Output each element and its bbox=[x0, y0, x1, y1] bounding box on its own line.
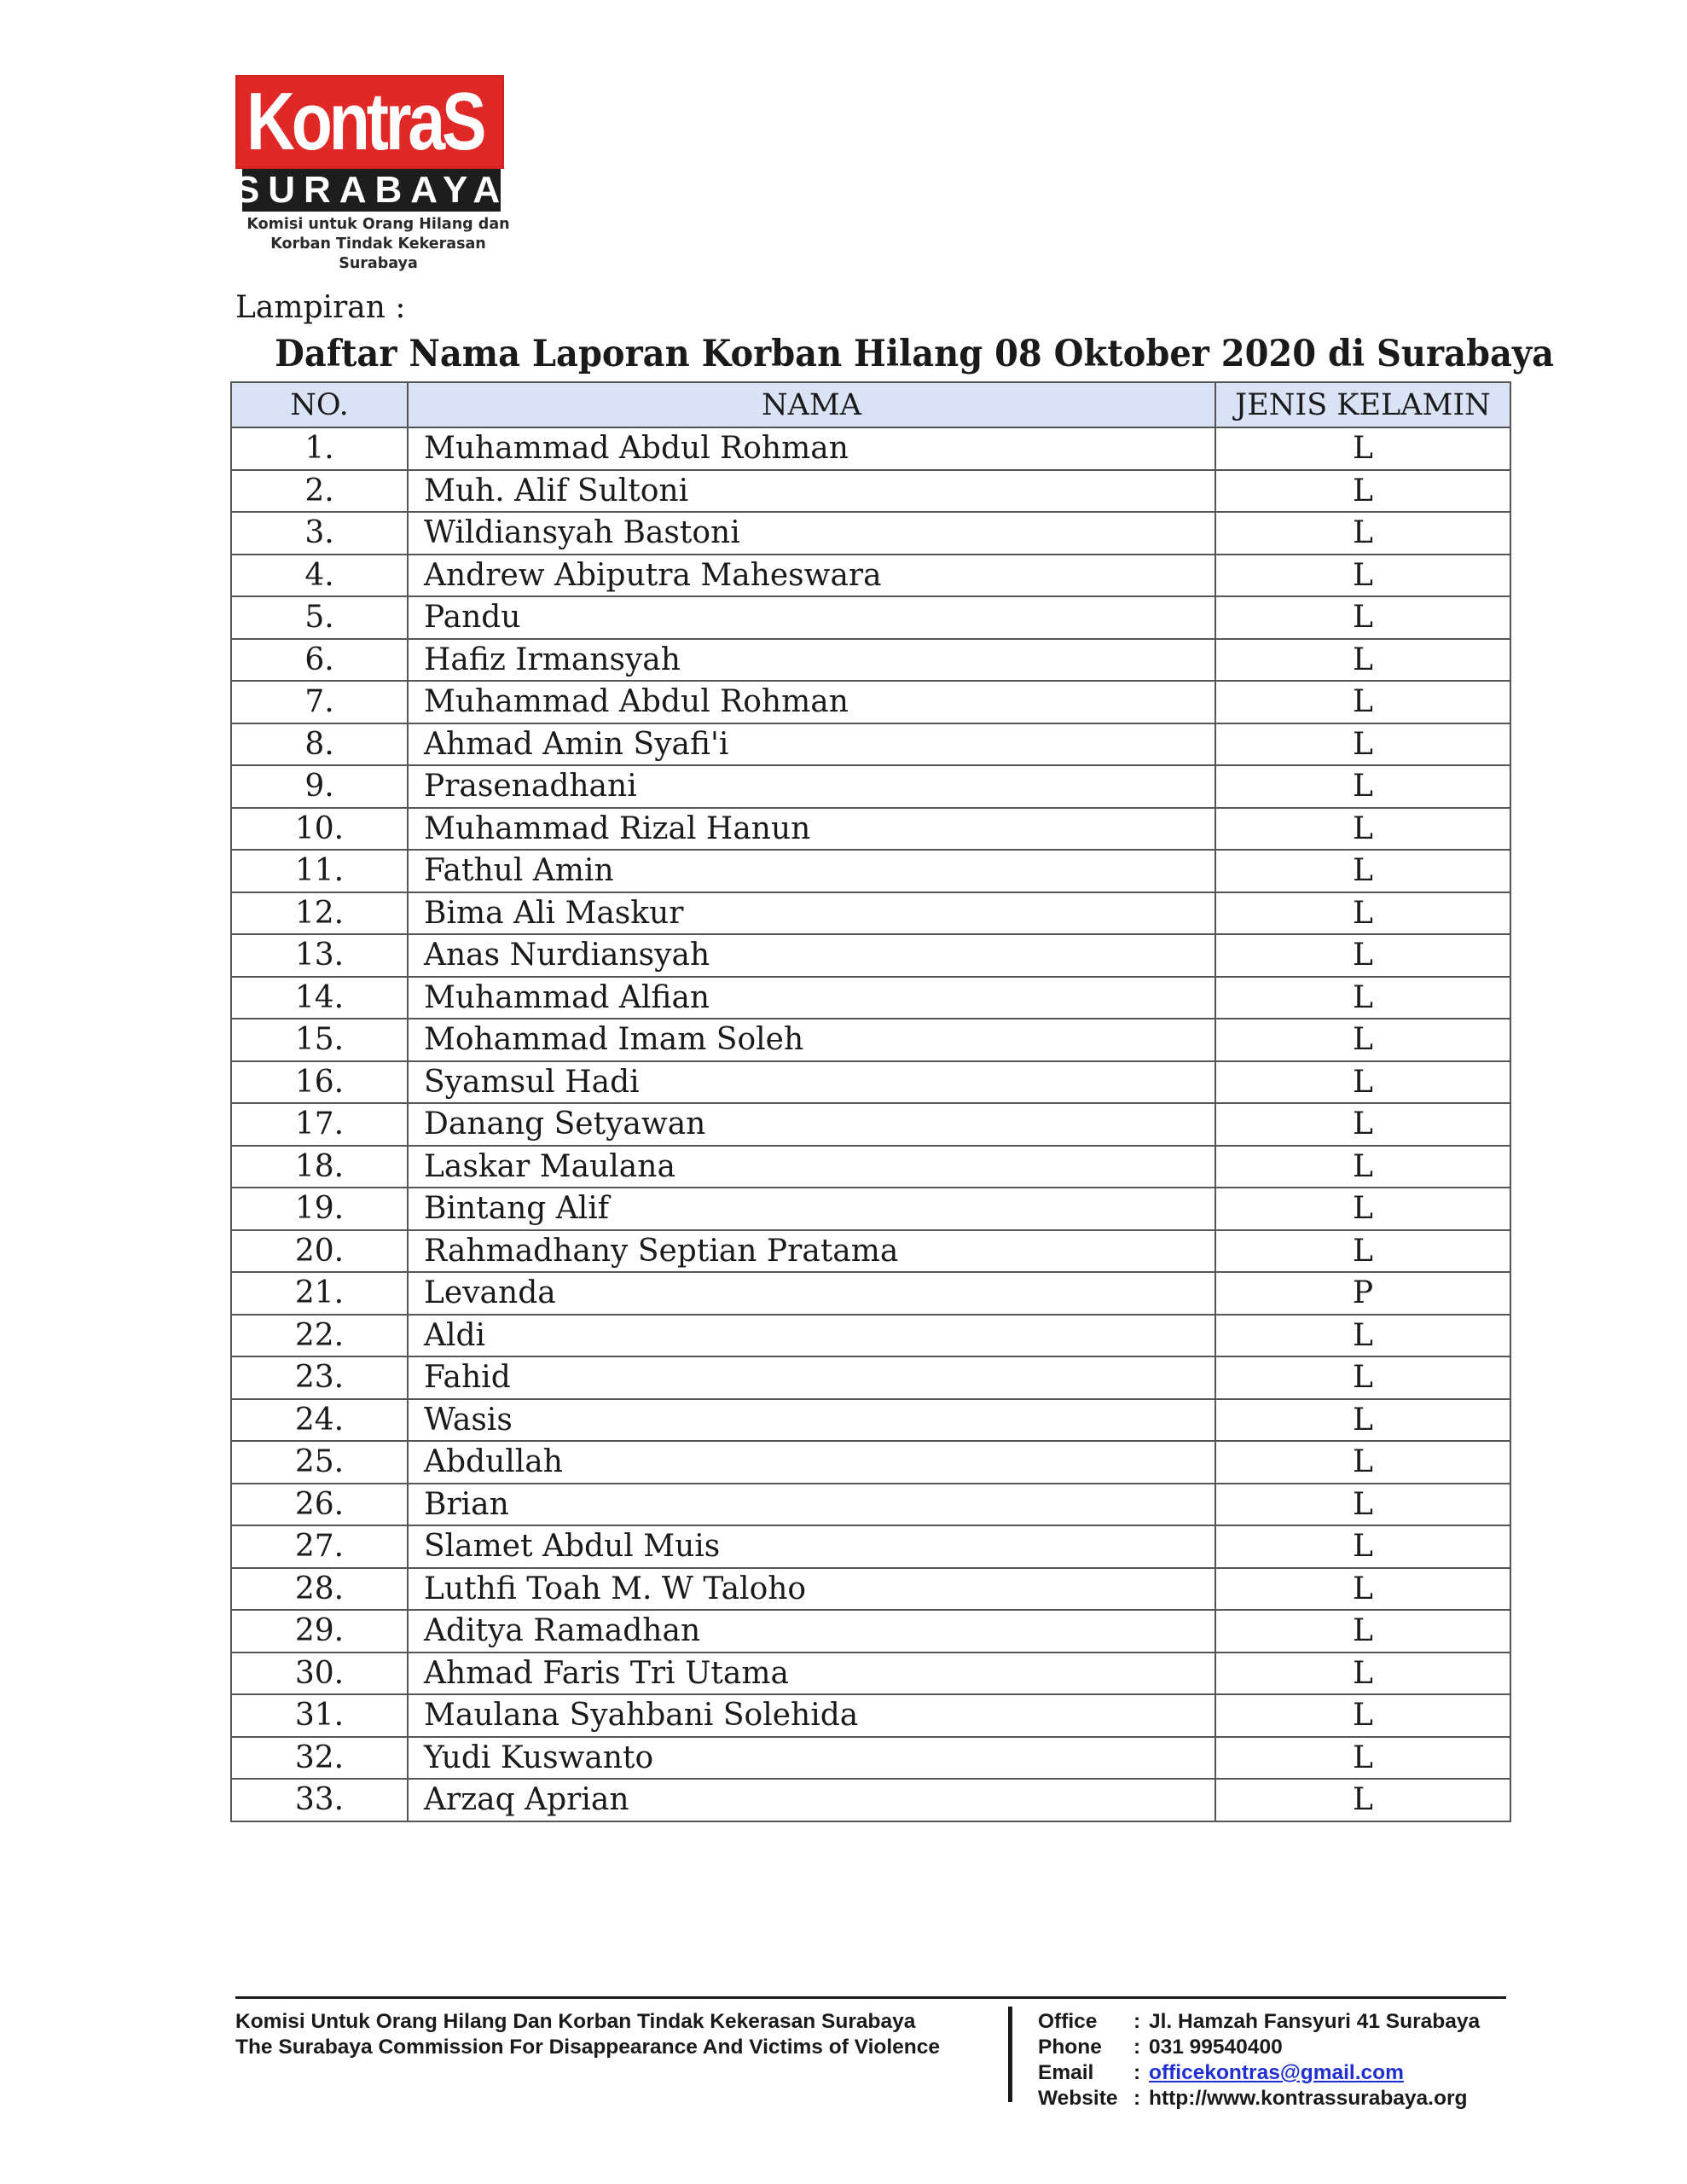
logo-brand-block bbox=[235, 75, 504, 169]
footer-contact-label: Office bbox=[1038, 2010, 1098, 2033]
cell-nama: Levanda bbox=[408, 1272, 1215, 1315]
footer-contact-separator: : bbox=[1133, 2087, 1141, 2110]
cell-nama: Hafiz Irmansyah bbox=[408, 639, 1215, 682]
cell-nama: Abdullah bbox=[408, 1441, 1215, 1484]
cell-jenis-kelamin: L bbox=[1215, 1610, 1510, 1653]
table-row bbox=[231, 596, 1510, 639]
table-row bbox=[231, 1399, 1510, 1442]
cell-jenis-kelamin: L bbox=[1215, 1441, 1510, 1484]
cell-no: 1. bbox=[231, 427, 408, 470]
header-jenis-kelamin: JENIS KELAMIN bbox=[1215, 382, 1510, 427]
table-row bbox=[231, 1694, 1510, 1737]
table-row bbox=[231, 512, 1510, 555]
cell-nama: Syamsul Hadi bbox=[408, 1061, 1215, 1104]
cell-nama: Prasenadhani bbox=[408, 765, 1215, 808]
footer-contact-row bbox=[1038, 2035, 1480, 2060]
cell-no: 30. bbox=[231, 1653, 408, 1695]
cell-no: 3. bbox=[231, 512, 408, 555]
cell-no: 25. bbox=[231, 1441, 408, 1484]
header-nama: NAMA bbox=[408, 382, 1215, 427]
cell-nama: Anas Nurdiansyah bbox=[408, 934, 1215, 977]
cell-jenis-kelamin: L bbox=[1215, 1061, 1510, 1104]
cell-nama: Fathul Amin bbox=[408, 850, 1215, 892]
cell-no: 21. bbox=[231, 1272, 408, 1315]
cell-no: 20. bbox=[231, 1230, 408, 1273]
table-row bbox=[231, 1272, 1510, 1315]
cell-nama: Yudi Kuswanto bbox=[408, 1737, 1215, 1780]
logo-tagline bbox=[231, 215, 525, 274]
cell-jenis-kelamin: L bbox=[1215, 1525, 1510, 1568]
cell-jenis-kelamin: L bbox=[1215, 1188, 1510, 1230]
table-row bbox=[231, 1568, 1510, 1611]
footer-contact-value: Jl. Hamzah Fansyuri 41 Surabaya bbox=[1149, 2010, 1481, 2033]
footer-contact-separator: : bbox=[1133, 2061, 1141, 2084]
footer-org-name-id: Komisi Untuk Orang Hilang Dan Korban Tindak Kekerasan Surabaya bbox=[235, 2010, 916, 2033]
cell-nama: Laskar Maulana bbox=[408, 1146, 1215, 1188]
cell-nama: Maulana Syahbani Solehida bbox=[408, 1694, 1215, 1737]
footer-contact-value: 031 99540400 bbox=[1149, 2036, 1283, 2059]
logo-city-text: SURABAYA bbox=[234, 169, 509, 211]
cell-no: 11. bbox=[231, 850, 408, 892]
table-row bbox=[231, 1315, 1510, 1357]
table-row bbox=[231, 1188, 1510, 1230]
cell-no: 22. bbox=[231, 1315, 408, 1357]
victims-table bbox=[230, 381, 1511, 1822]
cell-no: 33. bbox=[231, 1779, 408, 1821]
table-row bbox=[231, 1019, 1510, 1061]
table-row bbox=[231, 1061, 1510, 1104]
table-body bbox=[231, 427, 1510, 1821]
cell-nama: Muhammad Abdul Rohman bbox=[408, 427, 1215, 470]
cell-no: 13. bbox=[231, 934, 408, 977]
cell-nama: Aldi bbox=[408, 1315, 1215, 1357]
footer-contact-row bbox=[1038, 2009, 1480, 2035]
cell-nama: Bima Ali Maskur bbox=[408, 892, 1215, 935]
cell-jenis-kelamin: L bbox=[1215, 1737, 1510, 1780]
cell-no: 8. bbox=[231, 723, 408, 766]
cell-nama: Muhammad Abdul Rohman bbox=[408, 681, 1215, 723]
cell-nama: Luthfi Toah M. W Taloho bbox=[408, 1568, 1215, 1611]
cell-no: 26. bbox=[231, 1484, 408, 1526]
cell-no: 7. bbox=[231, 681, 408, 723]
table-row bbox=[231, 427, 1510, 470]
footer-rule bbox=[235, 1996, 1506, 1999]
footer-contact-label: Email bbox=[1038, 2061, 1094, 2084]
footer-email-link[interactable]: officekontras@gmail.com bbox=[1149, 2061, 1404, 2084]
cell-jenis-kelamin: L bbox=[1215, 512, 1510, 555]
footer-org-name-en: The Surabaya Commission For Disappearance And Victims of Violence bbox=[235, 2036, 940, 2059]
cell-nama: Ahmad Amin Syafi'i bbox=[408, 723, 1215, 766]
cell-no: 6. bbox=[231, 639, 408, 682]
table-row bbox=[231, 723, 1510, 766]
cell-no: 15. bbox=[231, 1019, 408, 1061]
table-row bbox=[231, 1146, 1510, 1188]
cell-jenis-kelamin: L bbox=[1215, 808, 1510, 851]
table-row bbox=[231, 1356, 1510, 1399]
table-row bbox=[231, 1779, 1510, 1821]
cell-jenis-kelamin: L bbox=[1215, 1019, 1510, 1061]
cell-jenis-kelamin: L bbox=[1215, 1484, 1510, 1526]
table-row bbox=[231, 1610, 1510, 1653]
table-row bbox=[231, 1441, 1510, 1484]
logo-tagline-line2: Korban Tindak Kekerasan Surabaya bbox=[270, 235, 486, 272]
cell-no: 4. bbox=[231, 555, 408, 597]
cell-jenis-kelamin: L bbox=[1215, 555, 1510, 597]
cell-no: 9. bbox=[231, 765, 408, 808]
cell-jenis-kelamin: L bbox=[1215, 892, 1510, 935]
footer-contact-label: Phone bbox=[1038, 2036, 1102, 2059]
cell-jenis-kelamin: L bbox=[1215, 1356, 1510, 1399]
cell-nama: Aditya Ramadhan bbox=[408, 1610, 1215, 1653]
footer-divider bbox=[1008, 2007, 1012, 2102]
cell-no: 16. bbox=[231, 1061, 408, 1104]
cell-nama: Arzaq Aprian bbox=[408, 1779, 1215, 1821]
table-row bbox=[231, 1230, 1510, 1273]
cell-no: 18. bbox=[231, 1146, 408, 1188]
cell-jenis-kelamin: L bbox=[1215, 596, 1510, 639]
cell-jenis-kelamin: L bbox=[1215, 427, 1510, 470]
cell-no: 29. bbox=[231, 1610, 408, 1653]
table-row bbox=[231, 892, 1510, 935]
cell-nama: Wildiansyah Bastoni bbox=[408, 512, 1215, 555]
cell-nama: Andrew Abiputra Maheswara bbox=[408, 555, 1215, 597]
table-row bbox=[231, 555, 1510, 597]
table-row bbox=[231, 639, 1510, 682]
footer-contact-row bbox=[1038, 2060, 1480, 2086]
logo-brand-text: KontraS bbox=[246, 76, 484, 167]
cell-jenis-kelamin: L bbox=[1215, 1694, 1510, 1737]
victims-table-container bbox=[230, 381, 1510, 1822]
cell-jenis-kelamin: L bbox=[1215, 1146, 1510, 1188]
cell-jenis-kelamin: L bbox=[1215, 1779, 1510, 1821]
kontras-logo bbox=[234, 75, 510, 274]
cell-no: 19. bbox=[231, 1188, 408, 1230]
cell-jenis-kelamin: L bbox=[1215, 1103, 1510, 1146]
cell-jenis-kelamin: L bbox=[1215, 1230, 1510, 1273]
cell-nama: Muh. Alif Sultoni bbox=[408, 470, 1215, 513]
cell-nama: Mohammad Imam Soleh bbox=[408, 1019, 1215, 1061]
cell-jenis-kelamin: L bbox=[1215, 639, 1510, 682]
cell-jenis-kelamin: L bbox=[1215, 470, 1510, 513]
footer-contact-separator: : bbox=[1133, 2010, 1141, 2033]
table-row bbox=[231, 808, 1510, 851]
cell-no: 31. bbox=[231, 1694, 408, 1737]
cell-no: 12. bbox=[231, 892, 408, 935]
cell-jenis-kelamin: L bbox=[1215, 850, 1510, 892]
logo-tagline-line1: Komisi untuk Orang Hilang dan bbox=[246, 216, 510, 233]
table-row bbox=[231, 765, 1510, 808]
cell-nama: Danang Setyawan bbox=[408, 1103, 1215, 1146]
cell-no: 28. bbox=[231, 1568, 408, 1611]
cell-no: 2. bbox=[231, 470, 408, 513]
table-row bbox=[231, 470, 1510, 513]
cell-nama: Bintang Alif bbox=[408, 1188, 1215, 1230]
cell-jenis-kelamin: P bbox=[1215, 1272, 1510, 1315]
table-row bbox=[231, 1653, 1510, 1695]
cell-nama: Rahmadhany Septian Pratama bbox=[408, 1230, 1215, 1273]
table-header-row bbox=[231, 382, 1510, 427]
cell-jenis-kelamin: L bbox=[1215, 1568, 1510, 1611]
cell-nama: Brian bbox=[408, 1484, 1215, 1526]
cell-no: 32. bbox=[231, 1737, 408, 1780]
table-row bbox=[231, 1484, 1510, 1526]
cell-nama: Pandu bbox=[408, 596, 1215, 639]
cell-no: 10. bbox=[231, 808, 408, 851]
cell-jenis-kelamin: L bbox=[1215, 1653, 1510, 1695]
cell-no: 5. bbox=[231, 596, 408, 639]
table-row bbox=[231, 681, 1510, 723]
cell-no: 14. bbox=[231, 977, 408, 1019]
cell-no: 17. bbox=[231, 1103, 408, 1146]
footer-contact-row bbox=[1038, 2086, 1480, 2111]
lampiran-label: Lampiran : bbox=[235, 290, 406, 325]
cell-jenis-kelamin: L bbox=[1215, 765, 1510, 808]
cell-nama: Muhammad Rizal Hanun bbox=[408, 808, 1215, 851]
cell-jenis-kelamin: L bbox=[1215, 1399, 1510, 1442]
table-row bbox=[231, 850, 1510, 892]
table-row bbox=[231, 1103, 1510, 1146]
cell-jenis-kelamin: L bbox=[1215, 934, 1510, 977]
cell-jenis-kelamin: L bbox=[1215, 977, 1510, 1019]
footer-contact-separator: : bbox=[1133, 2036, 1141, 2059]
cell-no: 23. bbox=[231, 1356, 408, 1399]
footer-contacts bbox=[1038, 2009, 1480, 2111]
table-row bbox=[231, 1525, 1510, 1568]
footer-contact-label: Website bbox=[1038, 2087, 1118, 2110]
cell-nama: Wasis bbox=[408, 1399, 1215, 1442]
cell-no: 27. bbox=[231, 1525, 408, 1568]
footer-contact-value: http://www.kontrassurabaya.org bbox=[1149, 2087, 1468, 2110]
logo-city-block bbox=[234, 169, 509, 212]
document-title: Daftar Nama Laporan Korban Hilang 08 Oktober 2020 di Surabaya bbox=[275, 333, 1555, 375]
cell-nama: Slamet Abdul Muis bbox=[408, 1525, 1215, 1568]
cell-jenis-kelamin: L bbox=[1215, 1315, 1510, 1357]
table-row bbox=[231, 1737, 1510, 1780]
cell-nama: Muhammad Alfian bbox=[408, 977, 1215, 1019]
cell-no: 24. bbox=[231, 1399, 408, 1442]
cell-jenis-kelamin: L bbox=[1215, 723, 1510, 766]
header-no: NO. bbox=[231, 382, 408, 427]
table-row bbox=[231, 977, 1510, 1019]
cell-nama: Fahid bbox=[408, 1356, 1215, 1399]
table-row bbox=[231, 934, 1510, 977]
footer-organization bbox=[235, 2009, 940, 2060]
cell-nama: Ahmad Faris Tri Utama bbox=[408, 1653, 1215, 1695]
cell-jenis-kelamin: L bbox=[1215, 681, 1510, 723]
